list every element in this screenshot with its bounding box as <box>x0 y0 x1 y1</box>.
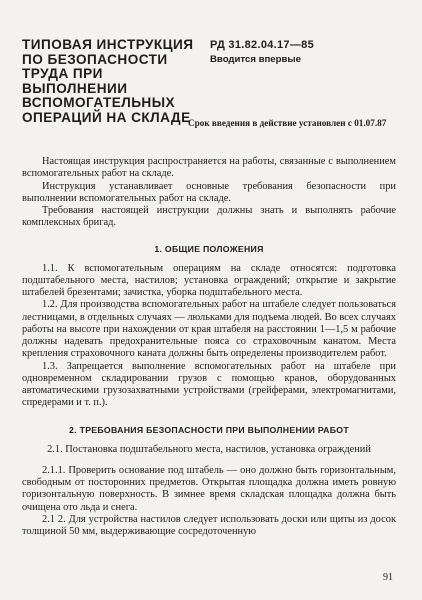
effective-date: Срок введения в действие установлен с 01.07.87 <box>188 118 387 128</box>
introduction-note: Вводится впервые <box>210 54 301 65</box>
paragraph-2-1-1: 2.1.1. Проверить основание под штабель — оно должно быть горизонтальным, свободным от посторонних предметов. Открытая площадка должна иметь ровную горизонтальную поверхность. В зимнее время складская площадка должна быть очищена ото льда и снега. <box>22 464 396 513</box>
page-number: 91 <box>383 572 393 583</box>
paragraph-1-2: 1.2. Для производства вспомогательных работ на штабеле следует пользоваться лестницами, в отдельных случаях — люльками для подъема людей. Во всех случаях работы на высоте при нахождении от края штабеля на расстоянии 1—1,5 м рабочие должны надевать предохранительные пояса со страховочным канатом. Места крепления страховочного каната должны быть определены производителем работ. <box>22 299 396 360</box>
intro-paragraph-3: Требования настоящей инструкции должны знать и выполнять рабочие комплексных бригад. <box>22 205 396 229</box>
paragraph-1-1: 1.1. К вспомогательным операциям на складе относятся: подготовка подштабельного места, настилов; установка ограждений; открытие и закрытие штабелей брезентами; зачистка, уборка подштабельного места. <box>22 262 396 298</box>
paragraph-2-1-2: 2.1 2. Для устройства настилов следует использовать доски или щиты из досок толщиной 50 мм, выдерживающие сосредоточенную <box>22 513 396 537</box>
intro-paragraph-1: Настоящая инструкция распространяется на работы, связанные с выполнением вспомогательных работ на складе. <box>22 156 396 180</box>
document-body <box>22 156 396 538</box>
section-2-heading: 2. ТРЕБОВАНИЯ БЕЗОПАСНОСТИ ПРИ ВЫПОЛНЕНИИ РАБОТ <box>69 424 349 435</box>
paragraph-1-3: 1.3. Запрещается выполнение вспомогательных работ на штабеле при одновременном складировании грузов с помощью кранов, оборудованных автоматическими грузозахватными устройствами (грейферами, электромагнитами, спредерами и т. п.). <box>22 360 396 409</box>
subsection-2-1-heading: 2.1. Постановка подштабельного места, настилов, установка ограждений <box>47 443 371 455</box>
document-title: ТИПОВАЯ ИНСТРУКЦИЯ ПО БЕЗОПАСНОСТИ ТРУДА ПРИ ВЫПОЛНЕНИИ ВСПОМОГАТЕЛЬНЫХ ОПЕРАЦИЙ НА СКЛАДЕ <box>22 37 194 125</box>
section-1-heading: 1. ОБЩИЕ ПОЛОЖЕНИЯ <box>154 243 264 254</box>
intro-paragraph-2: Инструкция устанавливает основные требования безопасности при выполнении вспомогательных работ на складе. <box>22 180 396 204</box>
document-code: РД 31.82.04.17—85 <box>210 39 314 51</box>
